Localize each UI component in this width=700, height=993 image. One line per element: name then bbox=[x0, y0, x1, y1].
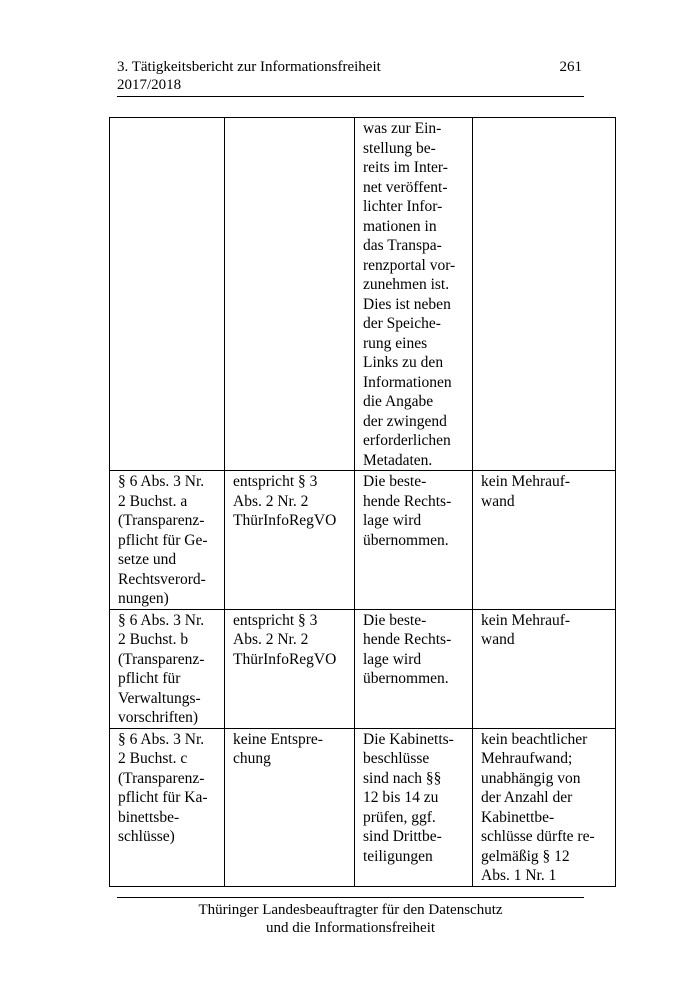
report-title-line1: 3. Tätigkeitsbericht zur Informationsfreiheit bbox=[117, 59, 381, 75]
table-row bbox=[110, 118, 616, 471]
table-cell bbox=[473, 118, 616, 471]
table-cell: was zur Ein- stellung be- reits im Inter- net veröffent- lichter Infor- mationen in das Transpa- renzportal vor- zunehmen ist. Dies ist neben der Speiche- rung eines Links zu den Informationen die Angabe der zwingend erforderlichen Metadaten. bbox=[355, 118, 473, 471]
page-footer bbox=[117, 897, 584, 937]
page-number: 261 bbox=[559, 59, 582, 75]
table-cell bbox=[110, 118, 225, 471]
table-cell bbox=[225, 118, 355, 471]
footer-line2: und die Informationsfreiheit bbox=[265, 920, 436, 936]
table-cell: § 6 Abs. 3 Nr. 2 Buchst. a (Transparenz- pflicht für Ge- setze und Rechtsverord- nungen) bbox=[110, 471, 225, 610]
table-cell: entspricht § 3 Abs. 2 Nr. 2 ThürInfoRegVO bbox=[225, 609, 355, 728]
footer-line1: Thüringer Landesbeauftragter für den Datenschutz bbox=[198, 902, 503, 918]
report-title bbox=[117, 58, 477, 94]
table-cell: Die Kabinetts- beschlüsse sind nach §§ 12 bis 14 zu prüfen, ggf. sind Drittbe- teiligungen bbox=[355, 728, 473, 886]
table-cell: entspricht § 3 Abs. 2 Nr. 2 ThürInfoRegVO bbox=[225, 471, 355, 610]
table-row bbox=[110, 728, 616, 886]
page-header bbox=[117, 58, 584, 97]
table-cell: Die beste- hende Rechts- lage wird übernommen. bbox=[355, 609, 473, 728]
table-cell: § 6 Abs. 3 Nr. 2 Buchst. b (Transparenz- pflicht für Verwaltungs- vorschriften) bbox=[110, 609, 225, 728]
report-title-line2: 2017/2018 bbox=[117, 77, 182, 93]
table-row bbox=[110, 471, 616, 610]
table-cell: kein beachtlicher Mehraufwand; unabhängig von der Anzahl der Kabinettbe- schlüsse dürfte re- gelmäßig § 12 Abs. 1 Nr. 1 bbox=[473, 728, 616, 886]
table-cell: Die beste- hende Rechts- lage wird übernommen. bbox=[355, 471, 473, 610]
table-row bbox=[110, 609, 616, 728]
regulation-table bbox=[109, 117, 616, 887]
table-cell: § 6 Abs. 3 Nr. 2 Buchst. c (Transparenz- pflicht für Ka- binettsbe- schlüsse) bbox=[110, 728, 225, 886]
table-cell: kein Mehrauf- wand bbox=[473, 471, 616, 610]
table-cell: kein Mehrauf- wand bbox=[473, 609, 616, 728]
table-cell: keine Entspre- chung bbox=[225, 728, 355, 886]
